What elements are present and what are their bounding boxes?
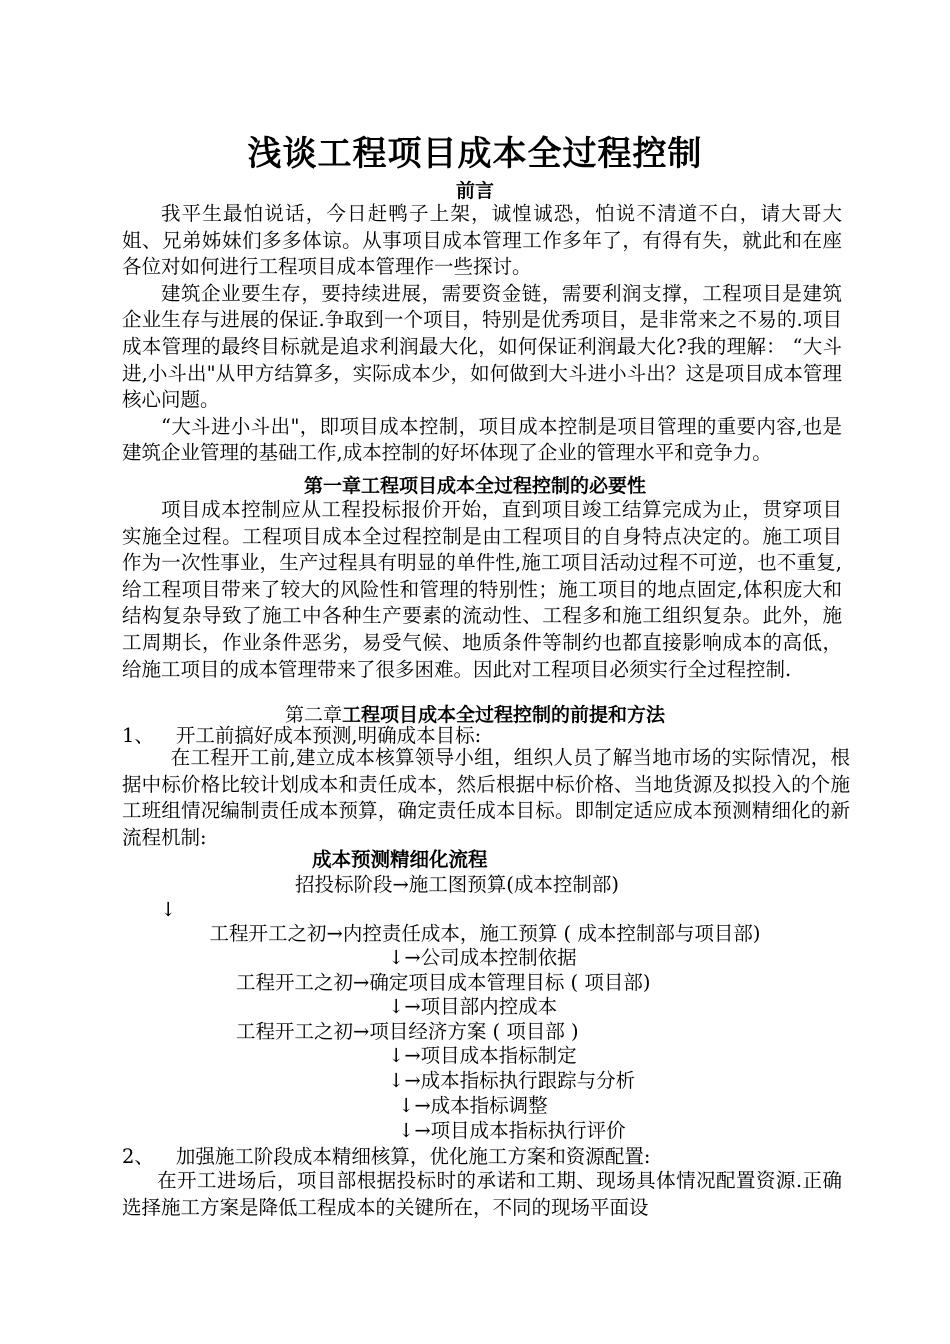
chapter1-body (122, 497, 842, 683)
item2-title: 加强施工阶段成本精细核算，优化施工方案和资源配置: (175, 1145, 651, 1168)
item2-paragraph: 在开工进场后，项目部根据投标时的承诺和工期、现场具体情况配置资源.正确选择施工方案是降低工程成本的关键所在，不同的现场平面设 (122, 1169, 842, 1219)
chapter2-heading-title: 工程项目成本全过程控制的前提和方法 (342, 704, 666, 726)
item1-paragraph: 在工程开工前,建立成本核算领导小组，组织人员了解当地市场的实际情况，根据中标价格比较计划成本和责任成本，然后根据中标价格、当地货源及拟投入的个施工班组情况编制责任成本预算，确定责任成本目标。即制定适应成本预测精细化的新流程机制: (122, 746, 850, 849)
preface-body (122, 201, 842, 467)
chapter1-heading: 第一章工程项目成本全过程控制的必要性 (303, 475, 646, 497)
document-title: 浅谈工程项目成本全过程控制 (247, 134, 703, 174)
flow-arrow-1: ↓ (160, 898, 177, 921)
preface-paragraph-1: 我平生最怕说话，今日赶鸭子上架，诚惶诚恐，怕说不清道不白，请大哥大姐、兄弟姊妹们多多体谅。从事项目成本管理工作多年了，有得有失，就此和在座各位对如何进行工程项目成本管理作一些探讨。 (122, 202, 842, 279)
chapter1-paragraph: 项目成本控制应从工程投标报价开始，直到项目竣工结算完成为止，贯穿项目实施全过程。工程项目成本全过程控制是由工程项目的自身特点决定的。施工项目作为一次性事业，生产过程具有明显的单件性,施工项目活动过程不可逆，也不重复,给工程项目带来了较大的风险性和管理的特别性；施工项目的地点固定,体积庞大和结构复杂导致了施工中各种生产要素的流动性、工程多和施工组织复杂。此外，施工周期长，作业条件恶劣，易受气候、地质条件等制约也都直接影响成本的高低，给施工项目的成本管理带来了很多困难。因此对工程项目必须实行全过程控制. (122, 498, 842, 681)
flow-step-6: 工程开工之初→项目经济方案 ( 项目部 ) (236, 1020, 579, 1043)
flow-title: 成本预测精细化流程 (312, 848, 488, 871)
preface-paragraph-2: 建筑企业要生存，要持续进展，需要资金链，需要利润支撑，工程项目是建筑企业生存与进展的保证.争取到一个项目，特别是优秀项目，是非常来之不易的.项目成本管理的最终目标就是追求利润最大化，如何保证利润最大化?我的理解： “大斗进,小斗出"从甲方结算多，实际成本少，如何做到大斗进小斗出？这是项目成本管理核心问题。 (122, 281, 842, 412)
flow-step-10: ↓→项目成本指标执行评价 (398, 1119, 626, 1142)
flow-step-8: ↓→成本指标执行跟踪与分析 (388, 1069, 636, 1092)
chapter2-heading-prefix: 第二章 (284, 704, 342, 726)
item2-body (122, 1168, 842, 1221)
item1-label: 1、 (122, 724, 154, 747)
flow-step-9: ↓→成本指标调整 (398, 1094, 548, 1117)
item2-heading (122, 1144, 651, 1169)
flow-step-5: ↓→项目部内控成本 (388, 995, 558, 1018)
preface-paragraph-3: “大斗进小斗出"，即项目成本控制，项目成本控制是项目管理的重要内容,也是建筑企业管理的基础工作,成本控制的好坏体现了企业的管理水平和竞争力。 (122, 414, 842, 465)
item1-body (122, 745, 850, 851)
preface-heading: 前言 (455, 180, 494, 202)
flow-step-2: 工程开工之初→内控责任成本，施工预算 ( 成本控制部与项目部) (209, 922, 761, 945)
item1-title: 开工前搞好成本预测,明确成本目标: (175, 724, 482, 747)
flow-step-1: 招投标阶段→施工图预算(成本控制部) (294, 873, 620, 896)
flow-step-4: 工程开工之初→确定项目成本管理目标 ( 项目部) (236, 971, 651, 994)
flow-step-7: ↓→项目成本指标制定 (388, 1044, 577, 1067)
flow-step-3: ↓→公司成本控制依据 (388, 946, 577, 969)
item2-label: 2、 (122, 1145, 154, 1168)
